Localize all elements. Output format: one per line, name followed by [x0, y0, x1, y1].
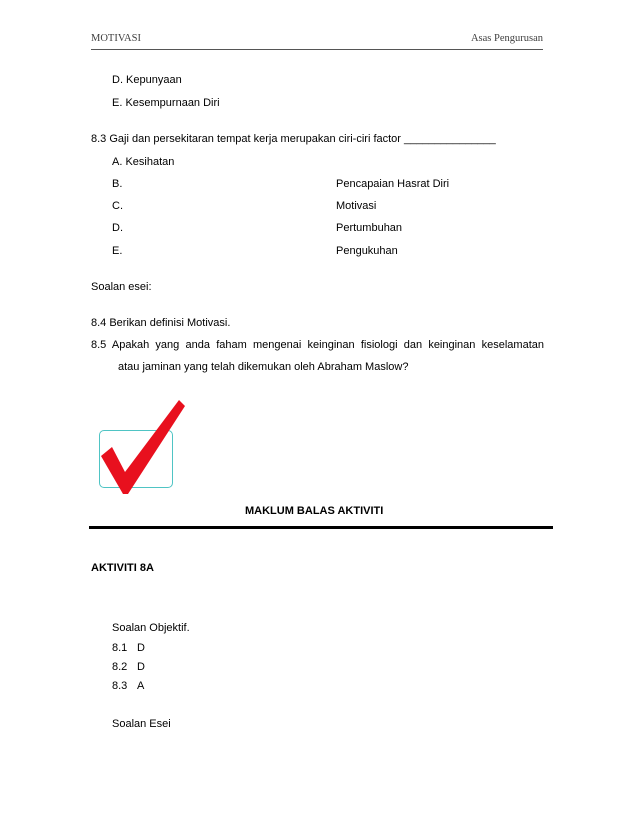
- header-right: Asas Pengurusan: [470, 33, 543, 44]
- option-d-text: Pertumbuhan: [336, 222, 403, 234]
- answer-val-1: D: [137, 642, 145, 654]
- question-8-4: 8.4 Berikan definisi Motivasi.: [91, 317, 231, 329]
- header-left: MOTIVASI: [91, 33, 141, 44]
- feedback-title: MAKLUM BALAS AKTIVITI: [245, 505, 384, 517]
- essay-heading: Soalan esei:: [91, 281, 152, 293]
- option-a: A. Kesihatan: [112, 156, 175, 168]
- option-e-text: Pengukuhan: [336, 245, 398, 257]
- activity-title: AKTIVITI 8A: [91, 562, 154, 574]
- question-8-5-line2: atau jaminan yang telah dikemukan oleh Abraham Maslow?: [118, 361, 409, 373]
- option-c-letter: C.: [112, 200, 123, 212]
- option-e-letter: E.: [112, 245, 123, 257]
- option-b-text: Pencapaian Hasrat Diri: [336, 178, 450, 190]
- answer-val-3: A: [137, 680, 145, 692]
- question-8-3: 8.3 Gaji dan persekitaran tempat kerja merupakan ciri-ciri factor _______________: [91, 133, 496, 145]
- option-b-letter: B.: [112, 178, 123, 190]
- option-d-prev: D. Kepunyaan: [112, 74, 182, 86]
- answer-val-2: D: [137, 661, 145, 673]
- header-rule: [91, 49, 543, 50]
- question-8-5-line1: 8.5 Apakah yang anda faham mengenai keinginan fisiologi dan keinginan keselamatan: [91, 339, 544, 351]
- essay-answer-heading: Soalan Esei: [112, 718, 171, 730]
- objective-heading: Soalan Objektif.: [112, 622, 190, 634]
- answer-num-1: 8.1: [112, 642, 128, 654]
- red-checkmark-icon: [99, 398, 189, 498]
- option-c-text: Motivasi: [336, 200, 377, 212]
- option-d-letter: D.: [112, 222, 123, 234]
- section-rule: [89, 526, 553, 529]
- option-e-prev: E. Kesempurnaan Diri: [112, 97, 220, 109]
- answer-num-3: 8.3: [112, 680, 128, 692]
- answer-num-2: 8.2: [112, 661, 128, 673]
